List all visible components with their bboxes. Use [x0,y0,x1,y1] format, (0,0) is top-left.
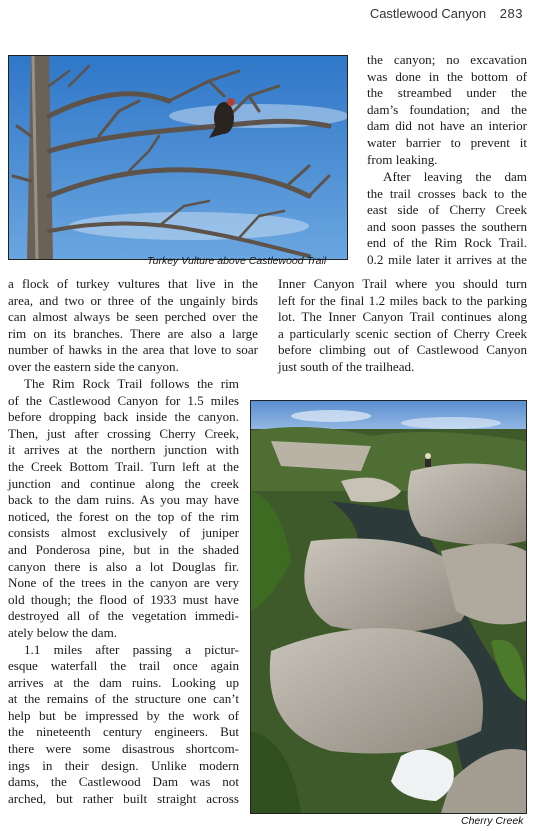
text-line: old though; the flood of 1933 must have [8,591,239,607]
text-line: lot. The Inner Canyon Trail continues along [278,309,527,325]
text-line: the canyon; no excavation [367,52,527,67]
text-line: there were some disastrous shortcom- [8,741,239,757]
text-line: and Ponderosa pine, but in the shaded [8,541,239,557]
text-line: a flock of turkey vultures that live in the [8,276,258,291]
text-line: of the Castlewood Canyon for 1.5 miles [8,392,239,408]
text-line: end of the Rim Rock Trail. [367,235,527,251]
text-line: the nineteenth century engineers. But [8,724,239,740]
text-line: a particularly scenic section of Cherry Creek [278,325,527,341]
text-line: None of the trees in the canyon are very [8,575,239,591]
text-line: left for the final 1.2 miles back to the parking [278,292,527,308]
text-line: rim on its branches. There are also a large [8,325,258,341]
text-line: Inner Canyon Trail where you should turn [278,276,527,291]
text-line: help but be impressed by the work of [8,707,239,723]
text-line: before climbing out of Castlewood Canyon [278,342,527,358]
cherry-creek-photo [250,400,527,814]
text-line: Then, just after crossing Cherry Creek, [8,425,239,441]
text-line: it arrives at the northern junction with [8,442,239,458]
text-line: the Creek Bottom Trail. Turn left at the [8,458,239,474]
text-line: the trail crosses back to the [367,185,527,201]
text-line: from leaking. [367,151,438,167]
text-line: arched, but rather built straight across [8,790,239,806]
text-line: consists almost exclusively of juniper [8,525,239,541]
text-line: area, and two or three of the ungainly birds [8,292,258,308]
paragraph-rim-rock [8,376,239,807]
paragraph-vultures [8,276,258,376]
top-photo-caption: Turkey Vulture above Castlewood Trail [147,255,327,267]
paragraph-after-dam [367,169,527,269]
turkey-vulture-photo [8,55,348,260]
text-line: just south of the trailhead. [278,358,415,374]
text-line: east side of Cherry Creek [367,202,527,218]
page-number: 283 [499,6,523,21]
text-line: dams, the Castlewood Dam was not [8,774,239,790]
text-line: at the remains of the structure one can’t [8,691,239,707]
paragraph-inner-canyon [278,276,527,376]
text-line: 1.1 miles after passing a pictur- [24,641,239,657]
text-line: ately below the dam. [8,624,118,640]
text-line: and soon passes the southern [367,218,527,234]
text-line: can almost always be seen perched over the [8,309,258,325]
text-line: the streambed under the [367,85,527,101]
text-line: number of hawks in the area that love to soar [8,342,258,358]
text-line: back to the dam ruins. As you may have [8,492,239,508]
text-line: was done in the bottom of [367,68,527,84]
running-header [0,6,523,21]
text-line: over the eastern side the canyon. [8,358,179,374]
text-line: dam did not have an interior [367,118,527,134]
text-line: arrives at the dam ruins. Looking up [8,674,239,690]
text-line: After leaving the dam [383,169,527,184]
text-line: water barrier to prevent it [367,134,527,150]
text-line: canyon there is also a lot Douglas fir. [8,558,239,574]
text-line: before dropping back inside the canyon. [8,409,239,425]
text-line: esque waterfall the trail once again [8,658,239,674]
text-line: junction and continue along the creek [8,475,239,491]
running-title: Castlewood Canyon [369,6,487,21]
text-line: 0.2 mile later it arrives at the [367,251,527,267]
text-line: dam’s foundation; and the [367,101,527,117]
text-line: noticed, the forest on the top of the rim [8,508,239,524]
text-line: destroyed all of the vegetation immedi- [8,608,239,624]
bottom-photo-caption: Cherry Creek [461,815,524,827]
text-line: The Rim Rock Trail follows the rim [24,376,239,391]
text-line: ings in their design. Unlike modern [8,757,239,773]
paragraph-dam-end [367,52,527,168]
